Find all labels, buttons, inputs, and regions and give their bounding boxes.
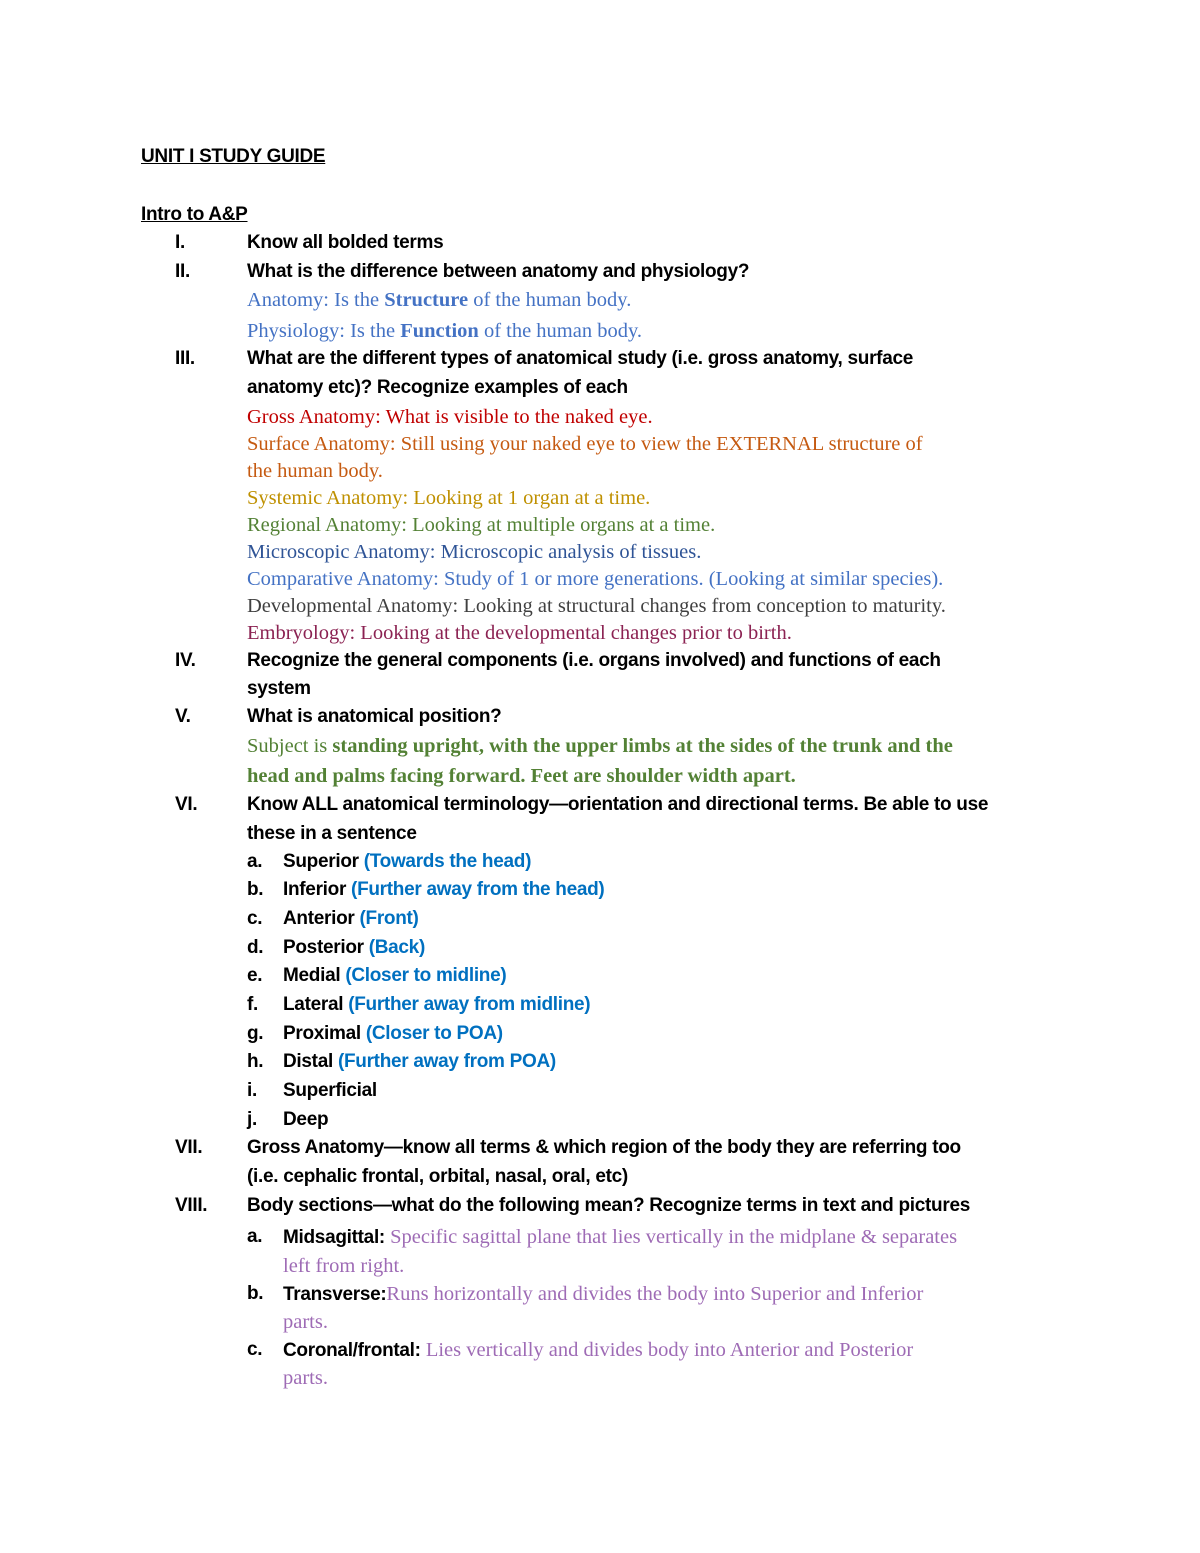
item-text: these in a sentence: [247, 823, 417, 844]
term-letter: f.: [247, 994, 259, 1015]
item-text: Know ALL anatomical terminology—orientation and directional terms. Be able to use: [247, 794, 989, 815]
section-letter: a.: [247, 1226, 263, 1247]
item-number: I.: [175, 232, 185, 253]
term-item: Superior (Towards the head): [283, 851, 532, 872]
surface-anatomy-answer: Surface Anatomy: Still using your naked eye to view the EXTERNAL structure of: [247, 433, 923, 455]
term-item: Lateral (Further away from midline): [283, 994, 591, 1015]
section-letter: c.: [247, 1339, 263, 1360]
section-definition: Coronal/frontal: Lies vertically and divides body into Anterior and Posterior: [283, 1339, 914, 1361]
section-definition-cont: parts.: [283, 1367, 328, 1389]
item-number: II.: [175, 261, 190, 282]
item-number: VI.: [175, 794, 198, 815]
term-letter: a.: [247, 851, 263, 872]
embryology-answer: Embryology: Looking at the developmental changes prior to birth.: [247, 622, 792, 644]
comparative-anatomy-answer: Comparative Anatomy: Study of 1 or more generations. (Looking at similar species).: [247, 568, 944, 590]
section-definition: Midsagittal: Specific sagittal plane that lies vertically in the midplane & separates: [283, 1226, 958, 1248]
item-text: Gross Anatomy—know all terms & which region of the body they are referring too: [247, 1137, 961, 1158]
section-definition-cont: parts.: [283, 1311, 328, 1333]
term-letter: e.: [247, 965, 263, 986]
term-item: Deep: [283, 1109, 329, 1130]
term-letter: g.: [247, 1023, 264, 1044]
page-title: UNIT I STUDY GUIDE: [141, 146, 326, 167]
item-text: Know all bolded terms: [247, 232, 444, 253]
term-letter: c.: [247, 908, 263, 929]
item-text: What is the difference between anatomy and physiology?: [247, 261, 750, 282]
item-number: VII.: [175, 1137, 203, 1158]
anatomical-position-answer: head and palms facing forward. Feet are shoulder width apart.: [247, 765, 796, 787]
term-letter: i.: [247, 1080, 257, 1101]
anatomical-position-answer: Subject is standing upright, with the upper limbs at the sides of the trunk and the: [247, 735, 953, 757]
item-number: VIII.: [175, 1195, 208, 1216]
term-item: Superficial: [283, 1080, 377, 1101]
item-text: system: [247, 678, 311, 699]
item-text: What are the different types of anatomical study (i.e. gross anatomy, surface: [247, 348, 913, 369]
item-text: What is anatomical position?: [247, 706, 502, 727]
term-item: Medial (Closer to midline): [283, 965, 507, 986]
systemic-anatomy-answer: Systemic Anatomy: Looking at 1 organ at a time.: [247, 487, 651, 509]
section-heading: Intro to A&P: [141, 204, 248, 225]
item-text: Body sections—what do the following mean? Recognize terms in text and pictures: [247, 1195, 970, 1216]
item-text: Recognize the general components (i.e. organs involved) and functions of each: [247, 650, 941, 671]
item-text: anatomy etc)? Recognize examples of each: [247, 377, 628, 398]
microscopic-anatomy-answer: Microscopic Anatomy: Microscopic analysis of tissues.: [247, 541, 702, 563]
developmental-anatomy-answer: Developmental Anatomy: Looking at structural changes from conception to maturity.: [247, 595, 946, 617]
section-definition: Transverse:Runs horizontally and divides the body into Superior and Inferior: [283, 1283, 924, 1305]
term-item: Anterior (Front): [283, 908, 419, 929]
term-item: Inferior (Further away from the head): [283, 879, 605, 900]
regional-anatomy-answer: Regional Anatomy: Looking at multiple organs at a time.: [247, 514, 716, 536]
term-letter: h.: [247, 1051, 264, 1072]
gross-anatomy-answer: Gross Anatomy: What is visible to the naked eye.: [247, 406, 653, 428]
term-item: Posterior (Back): [283, 937, 425, 958]
anatomy-answer: Anatomy: Is the Structure of the human body.: [247, 289, 632, 311]
item-number: IV.: [175, 650, 196, 671]
term-letter: b.: [247, 879, 264, 900]
surface-anatomy-answer: the human body.: [247, 460, 383, 482]
item-text: (i.e. cephalic frontal, orbital, nasal, oral, etc): [247, 1166, 628, 1187]
item-number: III.: [175, 348, 195, 369]
term-item: Distal (Further away from POA): [283, 1051, 556, 1072]
physiology-answer: Physiology: Is the Function of the human body.: [247, 320, 643, 342]
term-item: Proximal (Closer to POA): [283, 1023, 503, 1044]
term-letter: d.: [247, 937, 264, 958]
section-letter: b.: [247, 1283, 264, 1304]
section-definition-cont: left from right.: [283, 1255, 405, 1277]
item-number: V.: [175, 706, 191, 727]
term-letter: j.: [247, 1109, 257, 1130]
